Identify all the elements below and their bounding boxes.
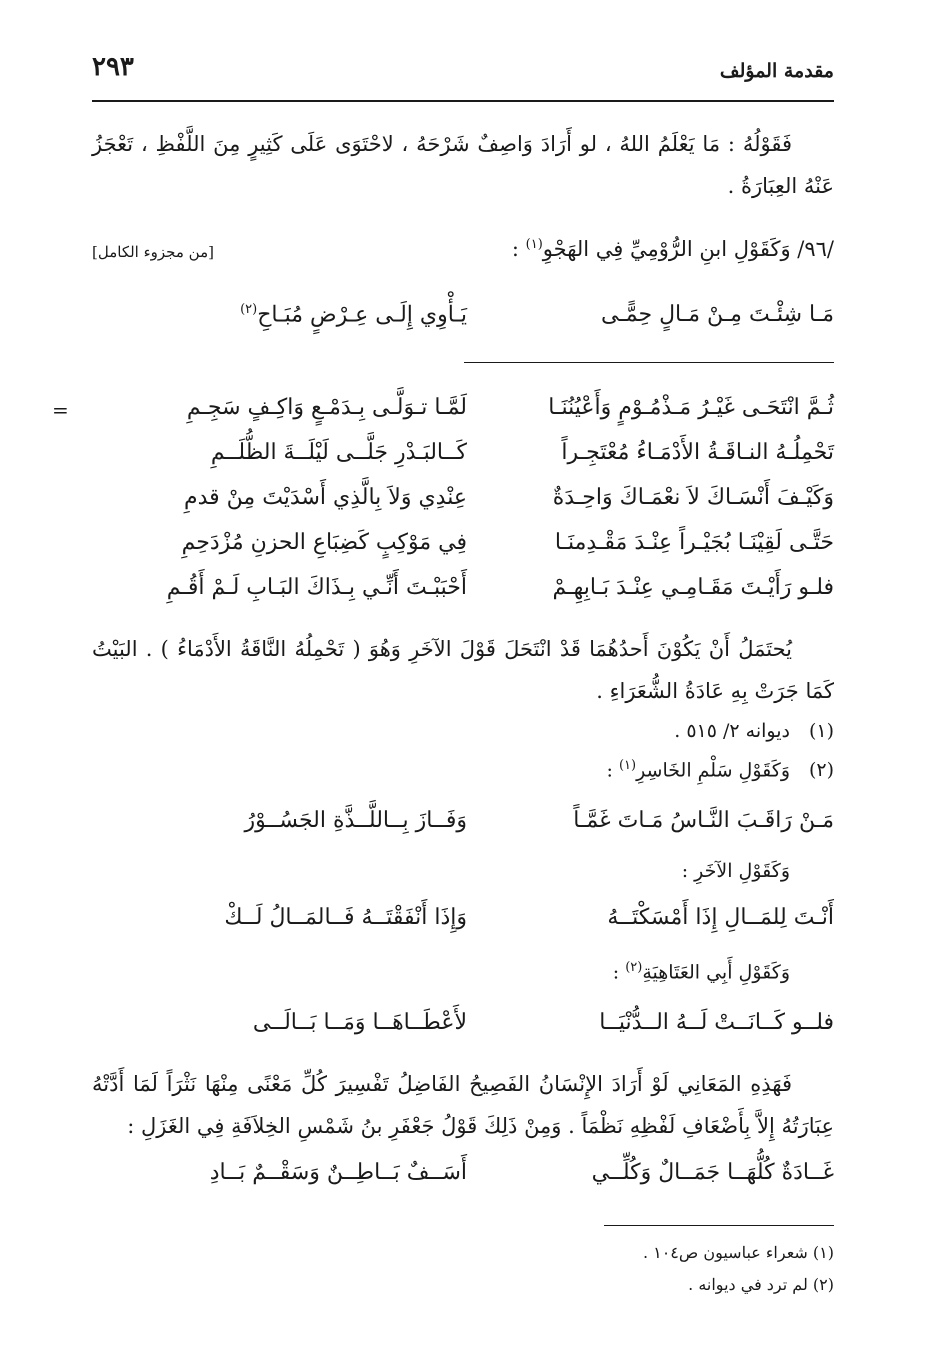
verse-hemistich-1: غَــادَةٌ كُلُّهَــا جَمَــالٌ وَكُلِّــي: [591, 1160, 834, 1185]
verse-hemistich-1: وَكَيْـفَ أَنْسَـاكَ لاَ نعْمَـاكَ وَاحِـدَةٌ: [552, 485, 834, 510]
intro-paragraph: فَقَوْلُهُ : مَا يَعْلَمُ اللهُ ، لو أَرَادَ وَاصِفٌ شَرْحَهُ ، لاحْتَوَى عَلَى كَثِيرٍ مِنَ اللَّفْظِ ، تَعْجَزُ عَنْهُ العِبَارَةُ .: [92, 132, 834, 198]
cont-verse: [92, 395, 834, 439]
verse-hemistich-1: فلــو كَــانَــتْ لَــهُ الــدُّنْيَــا: [599, 1010, 834, 1035]
verse-main: [92, 302, 834, 346]
footnote-marker: (٢): [240, 302, 258, 317]
footnote-text: وَكَقَوْلِ سَلْمِ الخَاسِرِ: [636, 759, 790, 782]
item-96-label: /٩٦/ وَكَقَوْلِ ابنِ الرُّوْمِيِّ فِي الهَجْوِ: [542, 237, 834, 261]
verse-hemistich-1: أَنْـتَ لِلمَــالِ إِذَا أَمْسَكْتَــهُ: [607, 905, 834, 930]
verse-hemistich-2: وَفَــازَ بِــاللَّــذَّةِ الجَسُــوْرُ: [244, 808, 467, 833]
cont-verse: [92, 575, 834, 619]
verse-hemistich-1: مَـا شِئْـتَ مِـنْ مَـالٍ حِمًّـى: [600, 302, 834, 327]
verse-final: [92, 1160, 834, 1204]
verse-hemistich-1: حَتَّـى لَقِيْنَـا بُجَيْـراً عِنْـدَ مَقْـدِمنَـا: [554, 530, 834, 555]
verse-salm: [92, 808, 834, 852]
item-96-heading: [512, 237, 834, 261]
verse-hemistich-2: عِنْدِي وَلاَ بِالَّذِي أَسْدَيْتَ مِنْ قدمِ: [183, 485, 467, 510]
footnote-number: (٢): [808, 759, 834, 782]
verse-hemistich-1: مَـنْ رَاقَـبَ النَّـاسُ مَـاتَ غَمَّـاً: [573, 808, 834, 833]
bottom-footnote-1: (١) شعراء عباسيون ص١٠٤ .: [642, 1243, 834, 1262]
footnote-separator: [604, 1225, 834, 1226]
verse-hemistich-2: لَمَّـا تـوَلَّـى بِـدَمْـعٍ وَاكِـفٍ سَجِـمِ: [186, 395, 467, 420]
verse-hemistich-2: لأَعْطَــاهَــا وَمَــا بَــالَــى: [252, 1010, 467, 1035]
verse-hemistich-1: تَحْمِلُـهُ النـاقَـةُ الأَدْمَـاءُ مُعْتَجِـراً: [561, 440, 834, 465]
header-rule: [92, 100, 834, 102]
meter-label: [من مجزوء الكامل]: [92, 243, 214, 261]
verse-hemistich-2: وَإِذَا أَنْفَقْتَــهُ فَــالمَــالُ لَــكْ: [224, 905, 467, 930]
cont-verse: [92, 530, 834, 574]
footnote-2: [606, 758, 834, 781]
verse-hemistich-2: أَسَــفٌ بَــاطِــنٌ وَسَقْــمٌ بَــادِ: [209, 1160, 467, 1185]
verse-hemistich-1: فلـو رَأَيْـتَ مَقَـامِـي عِنْـدَ بَـابِهِـمْ: [552, 575, 834, 600]
cont-verse: [92, 440, 834, 484]
verse-hemistich-2: يَـأْوِي إِلَـى عِـرْضٍ مُبَـاحِ$^{(٢)}$: [240, 302, 467, 328]
verse-atahiya: [92, 1010, 834, 1054]
footnote-1: [674, 720, 834, 742]
running-header: مقدمة المؤلف: [719, 60, 834, 82]
bottom-footnote-2: (٢) لم ترد في ديوانه .: [688, 1275, 834, 1294]
footnote-marker: (٢): [625, 960, 643, 975]
cont-verse: [92, 485, 834, 529]
verse-akhar: [92, 905, 834, 949]
item-96-tail: :: [511, 237, 526, 261]
footnote-number: (١): [808, 720, 834, 742]
commentary-paragraph: يُحتَمَلُ أَنْ يَكُوْنَ أَحدُهُمَا قَدْ انْتَحَلَ قَوْلَ الآخَرِ وَهُوَ ( تَحْمِلُهُ النَّاقَةُ الأَدْمَاءُ ) . البَيْتُ كَمَا جَرَتْ بِهِ عَادَةُ الشُّعَرَاءِ .: [92, 637, 834, 703]
verse-hemistich-2: أَحْبَبْـتَ أَنِّـي بِـذَاكَ البَـابِ لَـمْ أَقُـمِ: [166, 575, 467, 600]
line-akhar: وَكَقَوْلِ الآخَرِ :: [681, 860, 790, 882]
footnote-marker: (١): [618, 758, 637, 773]
verse-hemistich-1: ثُـمَّ انْتَحَـى غَيْـرُ مَـذْمُـوْمٍ وَأَعْيُنُنَـا: [548, 395, 834, 420]
footnote-tail: :: [606, 759, 619, 782]
footnote-marker: (١): [525, 237, 543, 252]
closing-paragraph: فَهَذِهِ المَعَانِي لَوْ أَرَادَ الإِنْسَانُ الفَصِيحُ الفَاضِلُ تَفْسِيرَ كُلِّ مَعْنًى مِنْهَا نَثْرَاً لَمَا أَدَّتْهُ عِبَارَتُهُ إِلاَّ بِأَضْعَافِ لَفْظِهِ نَظْمَاً . وَمِنْ ذَلِكَ قَوْلُ جَعْفَرِ بنُ شَمْسِ الخِلاَفَةِ فِي الغَزَلِ :: [92, 1072, 834, 1138]
verse-hemistich-2: كَــالبَـدْرِ جَلَّــى لَيْلَــةَ الظُّلَــمِ: [210, 440, 467, 465]
footnote-text: ديوانه ٢/ ٥١٥ .: [674, 720, 790, 742]
line-atahiya-text: وَكَقَوْلِ أَبِي العَتَاهِيَةِ: [642, 961, 790, 984]
line-atahiya: [613, 960, 790, 983]
verse-hemistich-2: فِي مَوْكِبٍ كَضِبَاعِ الحزنِ مُزْدَحِمِ: [181, 530, 467, 555]
footnote-separator: [464, 362, 834, 363]
page-number: ٢٩٣: [92, 52, 134, 82]
continuation-mark: =: [52, 398, 69, 422]
line-atahiya-tail: :: [612, 961, 626, 984]
